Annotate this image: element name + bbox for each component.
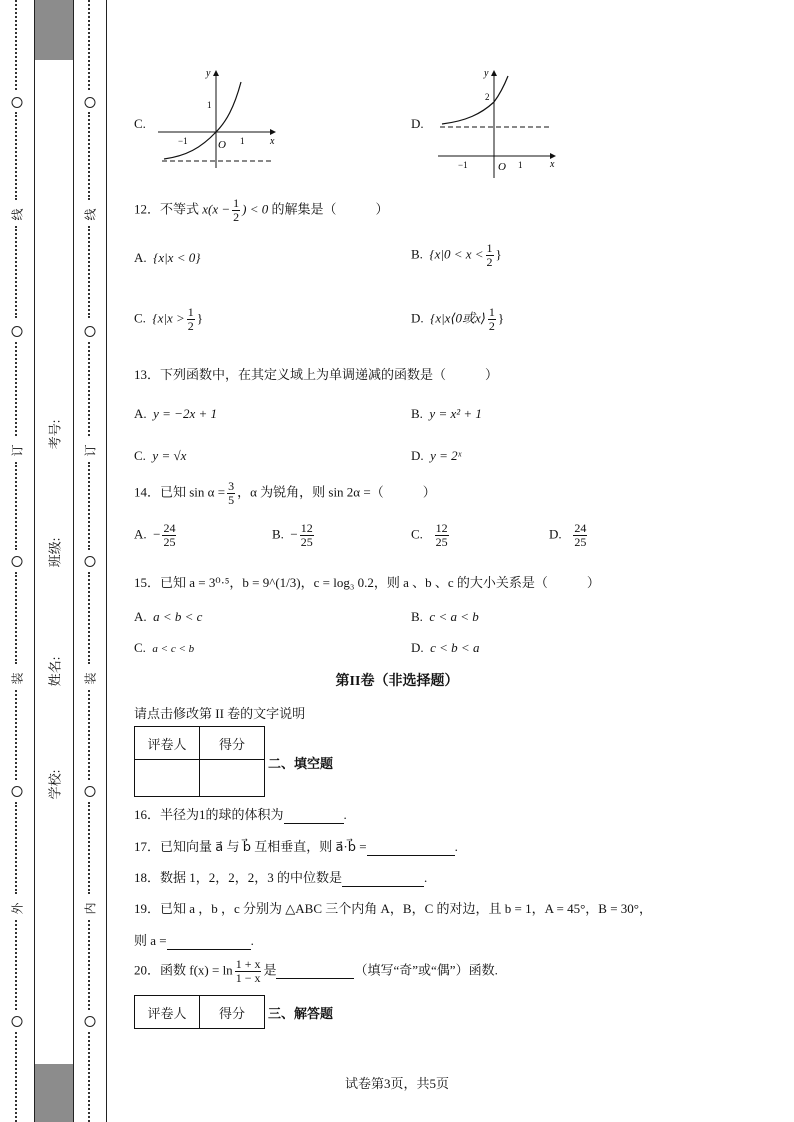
score-table-1	[134, 726, 265, 797]
option-label: B.	[411, 609, 423, 624]
dotted-line	[88, 920, 92, 1010]
graph-c-x-label: x	[270, 136, 275, 147]
score-header: 得分	[200, 727, 265, 760]
q12-expression: x(x −	[202, 201, 231, 217]
q17-end: .	[454, 839, 458, 854]
option-label: D.	[411, 310, 424, 326]
margin-mark-wai: 外	[10, 902, 25, 915]
fraction-12-25	[435, 522, 449, 549]
binding-circle	[85, 97, 96, 108]
margin-mark-nei: 内	[83, 902, 98, 915]
exam-number-label: 考号:	[47, 419, 63, 450]
margin-mark-zhuang: 装	[10, 672, 25, 685]
q15-option-c	[134, 640, 194, 656]
graph-d-tick-2: 2	[485, 92, 490, 102]
dotted-line	[15, 690, 19, 780]
fraction-24-25	[573, 522, 587, 549]
q19-end: .	[250, 933, 254, 948]
option-text: a < b < c	[153, 609, 203, 624]
fraction-numerator: 24	[574, 521, 587, 535]
fraction-numerator: 24	[163, 521, 176, 535]
question-16	[134, 804, 347, 824]
option-label: D.	[549, 526, 562, 542]
q17-text: 17．已知向量 a⃗ 与 b⃗ 互相垂直，则 a⃗·b⃗ =	[134, 839, 367, 854]
option-label: B.	[272, 526, 284, 542]
answer-blank	[167, 933, 251, 950]
section-2-note: 请点击修改第 II 卷的文字说明	[134, 706, 306, 721]
fraction-numerator: 1	[486, 241, 493, 255]
fraction-half	[488, 306, 496, 333]
binding-circle	[12, 326, 23, 337]
q20-end: （填写“奇”或“偶”）函数.	[354, 962, 498, 978]
fraction-denominator: 5	[228, 493, 235, 507]
q14-stem-end: ，α 为锐角，则 sin 2α =（ ）	[237, 484, 436, 500]
graph-d-tick-1x: 1	[518, 160, 523, 170]
binding-circle	[12, 1016, 23, 1027]
option-label: A.	[134, 250, 147, 265]
dotted-line	[15, 342, 19, 436]
option-text: a < c < b	[152, 643, 195, 655]
option-label: A.	[134, 526, 147, 542]
margin-mark-line: 线	[83, 208, 98, 221]
graph-d-x-label: x	[550, 159, 555, 170]
q13-option-c	[134, 448, 186, 464]
dotted-line	[88, 462, 92, 550]
part-3-title: 三、解答题	[268, 1006, 334, 1021]
fraction-half	[187, 306, 195, 333]
option-text-end: }	[497, 310, 505, 326]
q13-option-a	[134, 406, 217, 422]
q12-expression-end: ) < 0	[242, 201, 269, 217]
q16-end: .	[343, 807, 347, 822]
option-label: C.	[134, 640, 146, 655]
graph-c-tick-1x: 1	[240, 136, 245, 146]
graph-d-y-label: y	[484, 68, 489, 79]
graph-c-tick-1y: 1	[207, 100, 212, 110]
option-text: y = 2ˣ	[430, 448, 462, 463]
fraction-half	[486, 242, 494, 269]
dotted-line	[15, 0, 19, 90]
fraction-denominator: 2	[488, 319, 495, 333]
fraction-24-25	[162, 522, 176, 549]
option-text: {x|x⟨0或x⟩	[430, 310, 486, 326]
q14-stem-start: 14．已知 sin α =	[134, 484, 226, 500]
grader-header: 评卷人	[135, 996, 200, 1029]
q20-text: 20．函数 f(x) = ln	[134, 962, 233, 978]
margin-mark-ding: 订	[83, 444, 98, 457]
fraction-numerator: 1	[187, 305, 194, 319]
q20-mid: 是	[263, 962, 277, 978]
q12-option-b	[411, 242, 502, 269]
q11-option-c-label: C.	[134, 116, 146, 131]
q11-option-d-label: D.	[411, 116, 424, 131]
fraction-denominator: 1 − x	[235, 971, 261, 985]
score-cell	[200, 760, 265, 797]
margin-rule	[106, 0, 107, 1122]
fraction-ln	[235, 958, 262, 985]
q13-option-d	[411, 448, 461, 464]
graph-d-origin: O	[498, 161, 506, 173]
fraction-numerator: 12	[300, 521, 313, 535]
answer-blank	[284, 807, 344, 824]
q13-option-b	[411, 406, 482, 422]
graph-option-d	[436, 66, 560, 180]
dotted-line	[88, 802, 92, 894]
fraction-denominator: 2	[187, 319, 194, 333]
option-label: C.	[411, 526, 423, 542]
school-label: 学校:	[47, 769, 63, 800]
part-2-title: 二、填空题	[268, 756, 334, 771]
q18-text: 18．数据 1，2，2，2，3 的中位数是	[134, 870, 343, 885]
name-label: 姓名:	[47, 656, 63, 687]
question-13: 13．下列函数中，在其定义域上为单调递减的函数是（ ）	[134, 367, 499, 382]
answer-blank	[367, 839, 455, 856]
dotted-line	[15, 572, 19, 664]
section-2-title: 第II卷（非选择题）	[335, 674, 459, 689]
option-label: A.	[134, 609, 147, 624]
q15-option-a	[134, 609, 202, 625]
q12-option-c	[134, 306, 203, 333]
graph-d-tick-neg1: −1	[458, 160, 468, 170]
dotted-line	[15, 920, 19, 1010]
dotted-line	[88, 226, 92, 318]
dotted-line	[88, 0, 92, 90]
option-text: {x|x < 0}	[153, 250, 201, 265]
margin-mark-ding: 订	[10, 444, 25, 457]
binding-circle	[12, 786, 23, 797]
dotted-line	[15, 802, 19, 894]
question-19-cont	[134, 930, 254, 950]
graph-c-y-label: y	[206, 68, 211, 79]
fraction-half	[232, 197, 240, 224]
gray-cap-top	[35, 0, 73, 60]
binding-circle	[85, 786, 96, 797]
q18-end: .	[424, 870, 428, 885]
dotted-line	[15, 462, 19, 550]
question-19: 19．已知 a ，b ，c 分别为 △ABC 三个内角 A，B，C 的对边，且 b = 1，A = 45°，B = 30°，	[134, 901, 652, 916]
fraction-denominator: 25	[435, 535, 448, 549]
q14-option-d	[549, 522, 589, 549]
binding-circle	[12, 97, 23, 108]
graph-c-tick-neg1: −1	[178, 136, 188, 146]
dotted-line	[15, 112, 19, 200]
right-binding-margin	[72, 0, 108, 1122]
question-18	[134, 867, 427, 887]
q14-option-a: A. − $\frac{24}{25}$	[134, 521, 176, 549]
fraction-three-fifths	[227, 480, 235, 507]
option-label: D.	[411, 448, 424, 463]
score-table-2	[134, 995, 265, 1029]
dotted-line	[88, 572, 92, 664]
option-label: B.	[411, 246, 423, 262]
student-info-bar	[34, 0, 74, 1122]
answer-blank	[342, 870, 424, 887]
option-text: y = −2x + 1	[153, 406, 217, 421]
fraction-numerator: 3	[228, 479, 235, 493]
q12-option-a	[134, 250, 200, 266]
fraction-denominator: 25	[300, 535, 313, 549]
left-binding-margin	[0, 0, 34, 1122]
dotted-line	[15, 226, 19, 318]
class-label: 班级:	[47, 537, 63, 568]
graph-c-origin: O	[218, 139, 226, 151]
question-17	[134, 836, 458, 856]
binding-circle	[85, 326, 96, 337]
binding-circle	[12, 556, 23, 567]
q15-option-b	[411, 609, 479, 625]
question-14	[134, 480, 436, 507]
question-20	[134, 958, 498, 985]
q14-option-b: B. − $\frac{12}{25}$	[272, 521, 313, 549]
dotted-line	[88, 342, 92, 436]
answer-blank	[276, 962, 354, 979]
option-label: A.	[134, 406, 147, 421]
margin-mark-zhuang: 装	[83, 672, 98, 685]
fraction-numerator: 1 + x	[235, 957, 261, 971]
option-text-end: }	[495, 246, 502, 262]
q12-option-d	[411, 306, 504, 333]
dotted-line	[88, 112, 92, 200]
option-text: y = √x	[152, 448, 187, 463]
graph-option-c	[156, 66, 280, 170]
option-label: C.	[134, 448, 146, 463]
binding-circle	[85, 556, 96, 567]
grader-cell	[135, 760, 200, 797]
option-text: c < b < a	[430, 640, 480, 655]
dotted-line	[88, 690, 92, 780]
option-label: D.	[411, 640, 424, 655]
option-label: C.	[134, 310, 146, 326]
fraction-denominator: 2	[486, 255, 493, 269]
option-text: y = x² + 1	[429, 406, 482, 421]
q12-stem-start: 12．不等式	[134, 201, 200, 217]
q14-option-c	[411, 522, 451, 549]
fraction-denominator: 25	[163, 535, 176, 549]
q15-option-d	[411, 640, 479, 656]
fraction-numerator: 1	[488, 305, 495, 319]
score-header: 得分	[200, 996, 265, 1029]
question-12	[134, 197, 389, 224]
q12-stem-end: 的解集是（ ）	[271, 201, 389, 217]
fraction-denominator: 25	[574, 535, 587, 549]
question-15: 15．已知 a = 3⁰·⁵，b = 9^(1/3)，c = log₃ 0.2，则 a 、b 、c 的大小关系是（ ）	[134, 575, 600, 590]
option-text-end: }	[196, 310, 204, 326]
binding-circle	[85, 1016, 96, 1027]
margin-mark-line: 线	[10, 208, 25, 221]
q19-text: 则 a =	[134, 933, 167, 948]
page-footer: 试卷第3页，共5页	[344, 1076, 449, 1091]
fraction-numerator: 1	[233, 196, 240, 210]
fraction-denominator: 2	[233, 210, 240, 224]
grader-header: 评卷人	[135, 727, 200, 760]
option-text: {x|0 < x <	[429, 246, 484, 262]
fraction-numerator: 12	[435, 521, 448, 535]
option-label: B.	[411, 406, 423, 421]
option-text: c < a < b	[429, 609, 479, 624]
q16-text: 16．半径为1的球的体积为	[134, 807, 284, 822]
option-text: {x|x >	[152, 310, 185, 326]
fraction-12-25	[300, 522, 314, 549]
